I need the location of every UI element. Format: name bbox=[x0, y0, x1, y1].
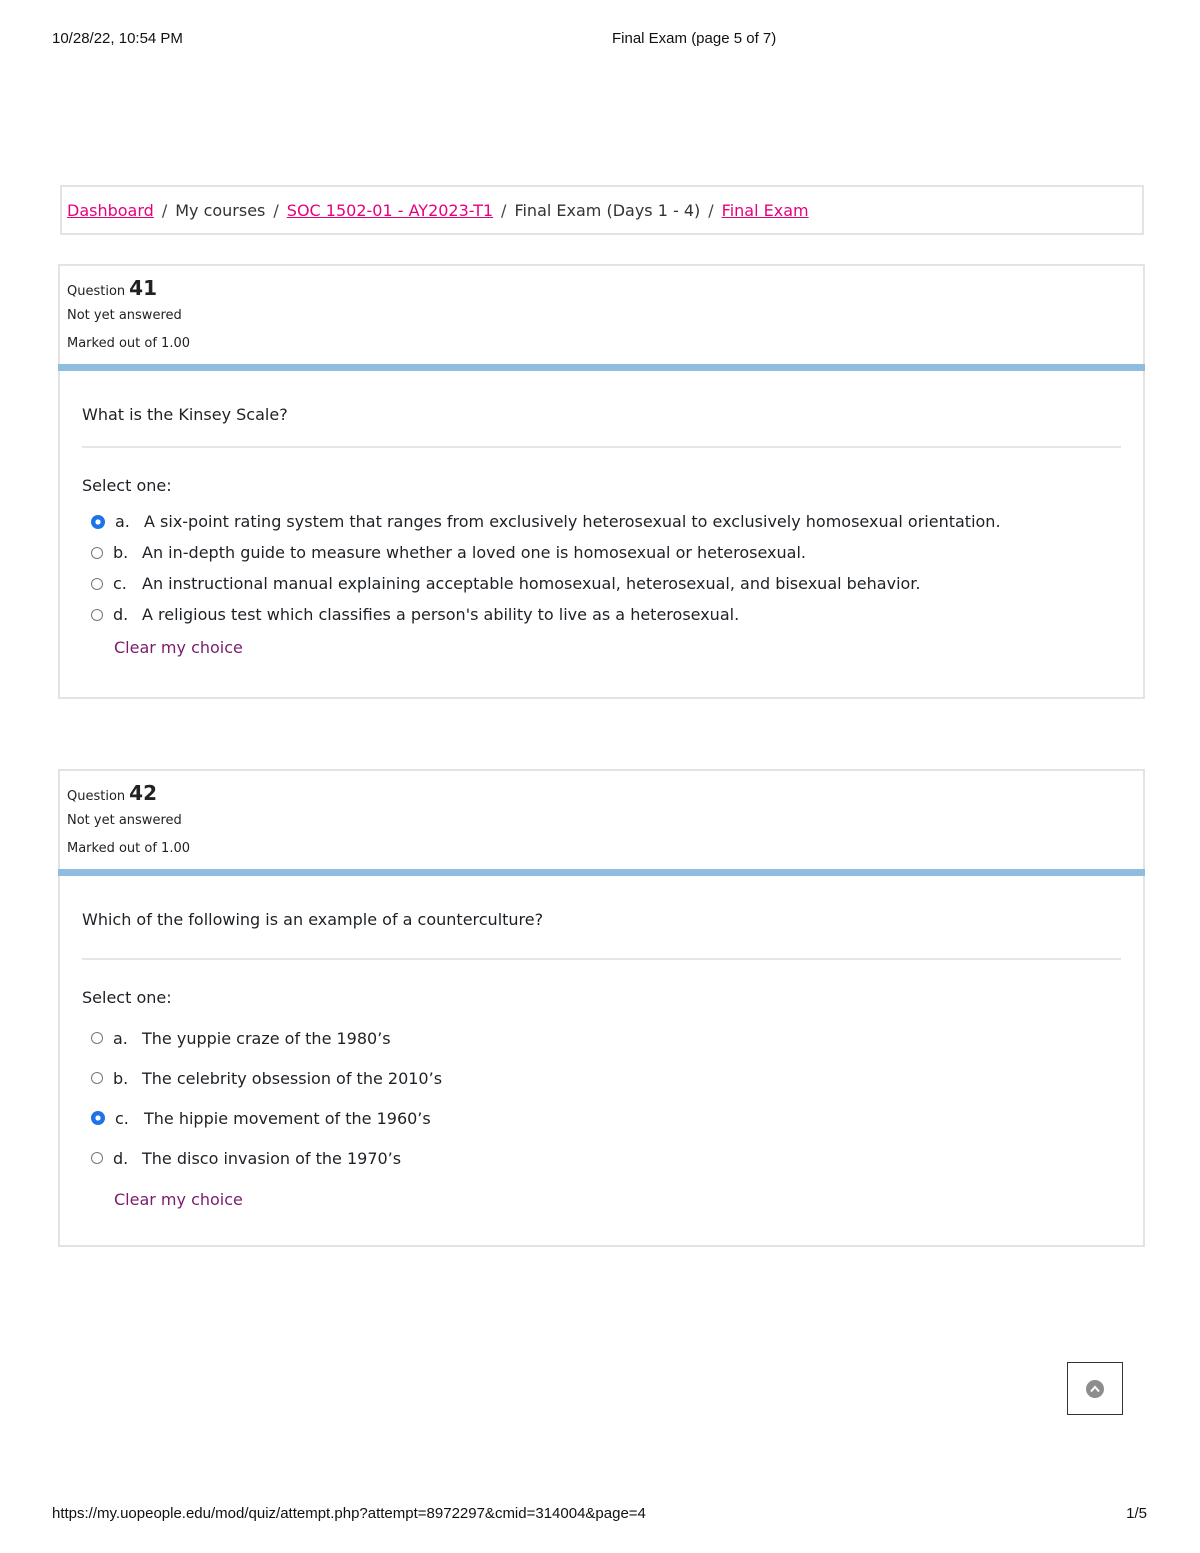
option-letter: b. bbox=[113, 543, 129, 562]
question-number bbox=[67, 781, 1143, 807]
option-letter: b. bbox=[113, 1068, 129, 1088]
question-state: Not yet answered bbox=[67, 813, 182, 828]
answer-option-a[interactable] bbox=[82, 1018, 1121, 1058]
print-page-number: 1/5 bbox=[1126, 1505, 1147, 1522]
option-text: The yuppie craze of the 1980’s bbox=[142, 1028, 391, 1048]
option-text: An in-depth guide to measure whether a loved one is homosexual or heterosexual. bbox=[142, 543, 806, 562]
option-text: A six-point rating system that ranges from exclusively heterosexual to exclusively homosexual orientation. bbox=[144, 512, 1001, 531]
question-content bbox=[60, 371, 1143, 657]
breadcrumb-dashboard-link[interactable]: Dashboard bbox=[67, 200, 154, 220]
question-label: Question bbox=[67, 284, 126, 299]
option-letter: d. bbox=[113, 1148, 129, 1168]
radio-icon[interactable] bbox=[91, 1152, 103, 1164]
question-state: Not yet answered bbox=[67, 308, 182, 323]
answer-options bbox=[82, 506, 1121, 630]
breadcrumb-exam-section: Final Exam (Days 1 - 4) bbox=[514, 200, 701, 220]
question-card-41 bbox=[58, 264, 1145, 699]
option-letter: c. bbox=[115, 1108, 129, 1128]
breadcrumb-final-exam-link[interactable]: Final Exam bbox=[721, 200, 809, 220]
radio-icon[interactable] bbox=[91, 547, 103, 559]
print-url: https://my.uopeople.edu/mod/quiz/attempt.php?attempt=8972297&cmid=314004&page=4 bbox=[52, 1505, 646, 1522]
back-to-top-button[interactable] bbox=[1067, 1362, 1123, 1415]
radio-selected-icon[interactable] bbox=[91, 515, 105, 529]
question-text: Which of the following is an example of a counterculture? bbox=[82, 910, 544, 929]
option-text: The hippie movement of the 1960’s bbox=[144, 1108, 431, 1128]
question-number bbox=[67, 276, 1143, 302]
question-text: What is the Kinsey Scale? bbox=[82, 405, 288, 424]
question-divider bbox=[82, 446, 1121, 448]
answer-option-d[interactable] bbox=[82, 599, 1121, 630]
question-info bbox=[60, 266, 1143, 364]
question-card-42 bbox=[58, 769, 1145, 1247]
chevron-up-circle-icon bbox=[1086, 1380, 1104, 1398]
radio-icon[interactable] bbox=[91, 1032, 103, 1044]
breadcrumb-my-courses: My courses bbox=[175, 200, 266, 220]
breadcrumb bbox=[60, 185, 1144, 235]
question-content bbox=[60, 876, 1143, 1209]
option-letter: a. bbox=[113, 1028, 128, 1048]
print-header bbox=[52, 30, 1147, 50]
print-title: Final Exam (page 5 of 7) bbox=[612, 30, 777, 47]
question-number-value: 42 bbox=[129, 781, 157, 805]
question-grade: Marked out of 1.00 bbox=[67, 841, 191, 856]
answer-option-c[interactable] bbox=[82, 568, 1121, 599]
option-text: A religious test which classifies a person's ability to live as a heterosexual. bbox=[142, 605, 740, 624]
breadcrumb-course-link[interactable]: SOC 1502-01 - AY2023-T1 bbox=[286, 200, 494, 220]
option-text: An instructional manual explaining acceptable homosexual, heterosexual, and bisexual behavior. bbox=[142, 574, 921, 593]
question-divider bbox=[82, 958, 1121, 960]
answer-options bbox=[82, 1018, 1121, 1178]
answer-option-b[interactable] bbox=[82, 1058, 1121, 1098]
question-label: Question bbox=[67, 789, 126, 804]
clear-my-choice-link[interactable]: Clear my choice bbox=[114, 1190, 243, 1209]
option-text: The disco invasion of the 1970’s bbox=[142, 1148, 402, 1168]
radio-icon[interactable] bbox=[91, 578, 103, 590]
answer-option-d[interactable] bbox=[82, 1138, 1121, 1178]
breadcrumb-separator: / bbox=[501, 200, 507, 220]
radio-icon[interactable] bbox=[91, 1072, 103, 1084]
question-info bbox=[60, 771, 1143, 869]
answer-option-a[interactable] bbox=[82, 506, 1121, 537]
answer-option-c[interactable] bbox=[82, 1098, 1121, 1138]
select-one-prompt: Select one: bbox=[82, 476, 172, 495]
breadcrumb-separator: / bbox=[161, 200, 168, 220]
question-info-bar bbox=[58, 364, 1145, 371]
print-footer bbox=[52, 1505, 1147, 1525]
clear-my-choice-link[interactable]: Clear my choice bbox=[114, 638, 243, 657]
question-grade: Marked out of 1.00 bbox=[67, 336, 191, 351]
answer-option-b[interactable] bbox=[82, 537, 1121, 568]
radio-selected-icon[interactable] bbox=[91, 1111, 105, 1125]
select-one-prompt: Select one: bbox=[82, 988, 172, 1007]
print-datetime: 10/28/22, 10:54 PM bbox=[52, 30, 183, 47]
radio-icon[interactable] bbox=[91, 609, 103, 621]
question-number-value: 41 bbox=[129, 276, 157, 300]
option-text: The celebrity obsession of the 2010’s bbox=[142, 1068, 443, 1088]
breadcrumb-separator: / bbox=[708, 200, 714, 220]
breadcrumb-separator: / bbox=[273, 200, 279, 220]
option-letter: c. bbox=[113, 574, 127, 593]
option-letter: d. bbox=[113, 605, 129, 624]
option-letter: a. bbox=[115, 512, 130, 531]
question-info-bar bbox=[58, 869, 1145, 876]
